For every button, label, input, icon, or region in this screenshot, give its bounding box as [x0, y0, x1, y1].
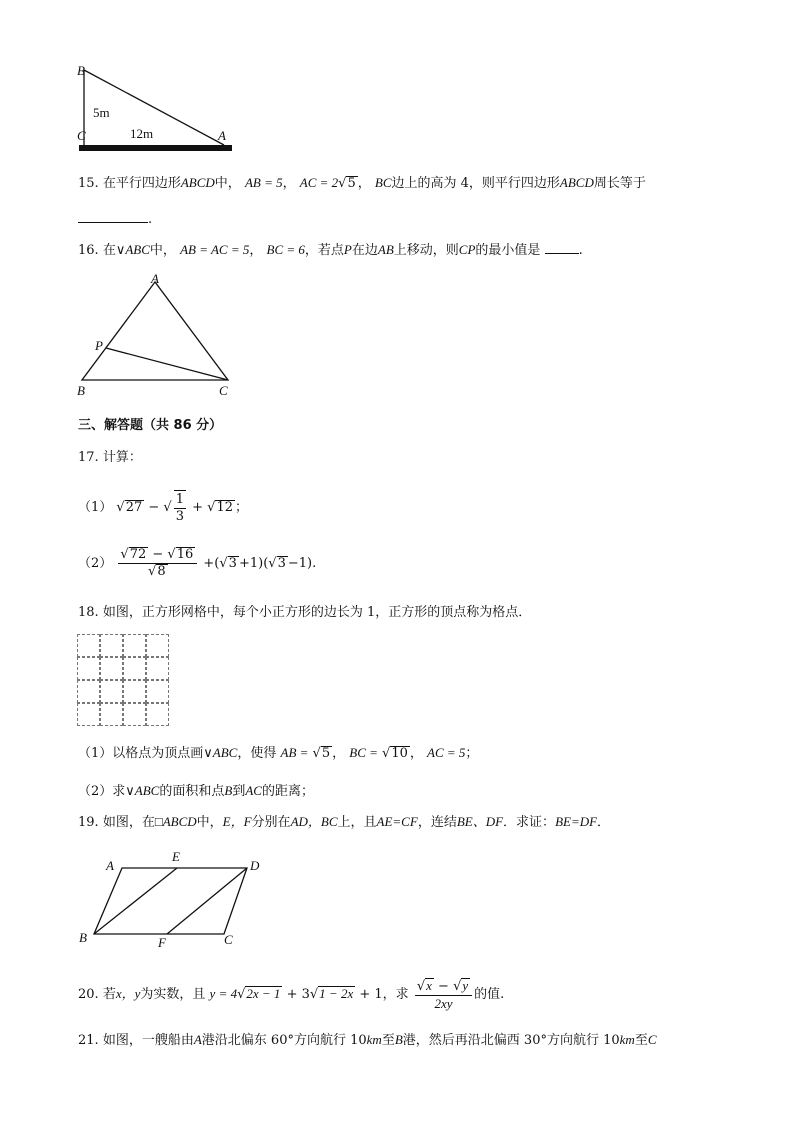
q19-end: ． [597, 815, 611, 830]
fig2-label-C: C [219, 383, 228, 398]
q19-parallelogram: □ABCD [154, 814, 197, 829]
q19-condition: AE=CF [376, 814, 418, 829]
q15-answer-line [78, 210, 152, 229]
q15-ab: AB = 5 [244, 175, 283, 190]
q17-p1-radicand-1: 27 [125, 500, 143, 515]
fig3-label-B: B [79, 930, 87, 945]
q21-text-4: 港，然后再沿北偏西 30°方向航行 10 [402, 1033, 620, 1048]
q15-ac: AC = 2 [299, 175, 339, 190]
q18-p2-ac: AC [245, 783, 262, 798]
q17-title: 计算： [102, 450, 142, 465]
q17-p1-end: ； [235, 500, 249, 515]
q18-p1-text-a: （1）以格点为顶点画∨ [78, 746, 213, 761]
q20-text-2: 为实数，且 [140, 987, 206, 1002]
q15-end: . [148, 212, 153, 227]
q20-radicand-2: 1 − 2x [319, 986, 354, 1001]
q21-text-1: 如图，一艘船由 [102, 1033, 194, 1048]
q18-p1-ac: AC = 5 [427, 745, 466, 760]
fig2-label-P: P [95, 338, 103, 353]
q20-xy: x，y [115, 986, 141, 1001]
q19-text-b: 中， [196, 815, 223, 830]
q20-num-radicand-1: x [426, 977, 432, 993]
fig3-label-E: E [172, 849, 180, 864]
q19-text-c: 分别在 [251, 815, 291, 830]
q21-port-a: A [193, 1032, 202, 1047]
q15-text-2: 中， [214, 176, 241, 191]
q17-part-1: （1） √27 − √ $\frac{1}{3}$ + √12 ； [78, 492, 249, 524]
fig3-label-A: A [106, 858, 114, 873]
q17-p2-radicand-den: 8 [157, 564, 166, 579]
q20-num-radicand-2: y [462, 977, 469, 993]
q16-answer-blank[interactable] [545, 241, 579, 254]
question-21 [78, 1031, 657, 1050]
q21-port-b: B [394, 1032, 403, 1047]
q18-text: 如图，正方形网格中，每个小正方形的边长为 1，正方形的顶点称为格点． [102, 605, 532, 620]
question-20: 20. 若x，y为实数，且 y = 4√2x − 1 + 3√1 − 2x + 1，求 $\frac{√x - √y}{2xy}$ 的值. [78, 977, 505, 1011]
q18-p1-ab: AB = [280, 745, 309, 760]
q17-p2-radicand-3: 3 [228, 556, 237, 571]
q17-p1-denominator: 3 [175, 509, 184, 524]
q21-text-2: 港沿北偏东 60°方向航行 10 [201, 1033, 367, 1048]
q16-text-6: 的最小值是 [475, 243, 541, 258]
section-3-title: 三、解答题（共 86 分） [78, 418, 223, 433]
q16-number: 16. [78, 243, 99, 258]
fig1-label-B: B [77, 63, 85, 78]
q15-number: 15. [78, 176, 99, 191]
q15-ac-radicand: 5 [347, 176, 356, 191]
q17-p2-label: （2） [78, 556, 113, 571]
q21-text-5: 至 [634, 1033, 648, 1048]
triangle-figure-2 [74, 272, 244, 392]
q17-p2-radicand-4: 3 [277, 556, 286, 571]
q18-p2-text-c: 到 [232, 784, 246, 799]
q15-text-3: ， [357, 176, 371, 191]
q17-p2-rest-1: +( [203, 556, 220, 571]
fig1-label-A: A [218, 128, 226, 143]
q16-eq-1: AB = AC = 5 [180, 242, 250, 257]
q16-triangle: ABC [125, 242, 150, 257]
fig1-label-C: C [77, 128, 86, 143]
q21-port-c: C [647, 1032, 657, 1047]
q19-text-e: ，连结 [417, 815, 457, 830]
q19-number: 19. [78, 815, 99, 830]
fig2-label-B: B [77, 383, 85, 398]
q20-radicand-1: 2x − 1 [246, 986, 281, 1001]
q21-unit-1: km [366, 1032, 382, 1047]
q19-segments: BE、DF [456, 814, 504, 829]
q17-p2-rest-3: −1) [287, 556, 313, 571]
q21-number: 21. [78, 1033, 99, 1048]
question-18 [78, 604, 531, 622]
q15-bc: BC [374, 175, 392, 190]
q18-p2-text-d: 的距离； [261, 784, 314, 799]
q15-text-1: 在平行四边形 [102, 176, 181, 191]
q16-point-p: P [343, 242, 352, 257]
fig1-horizontal-length: 12m [130, 126, 154, 141]
q20-num-minus: − [438, 978, 449, 994]
q18-p1-bc: BC = [349, 745, 378, 760]
q18-p1-bc-radicand: 10 [391, 746, 408, 761]
q17-p2-radicand-1: 72 [129, 547, 147, 562]
q16-text-3: ，若点 [304, 243, 344, 258]
fig3-label-D: D [250, 858, 260, 873]
q16-end: . [578, 243, 583, 258]
fig2-label-A: A [151, 271, 159, 286]
q17-p1-radicand-2: 12 [216, 500, 234, 515]
q17-p2-end: . [312, 556, 317, 571]
q17-part-2: （2） $\frac{√72 - √16}{√8}$ +(√3 +1)(√3 −1). [78, 547, 317, 579]
q18-part-2 [78, 782, 314, 801]
q18-part-1: （1）以格点为顶点画∨ABC，使得 AB = √5 ， BC = √10 ， AC = 5； [78, 745, 479, 761]
fig3-label-F: F [158, 935, 166, 950]
question-16: 16. 在∨ABC中， AB = AC = 5， BC = 6，若点P在边AB上移动，则CP的最小值是 . [78, 242, 583, 258]
q20-text-3: ，求 [382, 987, 409, 1002]
q16-text-5: 上移动，则 [393, 243, 459, 258]
q18-p2-text-a: （2）求∨ [78, 784, 135, 799]
q20-number: 20. [78, 987, 99, 1002]
q19-points-ef: E，F [222, 814, 252, 829]
q18-p2-point-b: B [224, 783, 233, 798]
q18-p1-text-b: ，使得 [237, 746, 277, 761]
q16-cp: CP [458, 242, 476, 257]
q19-text-a: 如图，在 [102, 815, 155, 830]
q21-text-3: 至 [381, 1033, 395, 1048]
square-grid [77, 634, 171, 728]
q19-text-f: ．求证： [503, 815, 556, 830]
q15-shape-2: ABCD [559, 175, 594, 190]
q16-text-1: 在∨ [102, 243, 126, 258]
q17-p2-rest-2: +1)( [238, 556, 269, 571]
q19-goal: BE=DF [555, 814, 598, 829]
q15-text-5: 周长等于 [593, 176, 646, 191]
q17-p1-plus: + [192, 500, 204, 515]
q18-number: 18. [78, 605, 99, 620]
q18-p1-triangle: ABC [212, 745, 238, 760]
question-17 [78, 449, 142, 467]
q20-text-1: 若 [102, 987, 116, 1002]
q16-text-4: 在边 [351, 243, 378, 258]
q18-p2-text-b: 的面积和点 [159, 784, 225, 799]
q17-p1-label: （1） [78, 500, 113, 515]
q18-p1-end: ； [465, 746, 479, 761]
question-15: 15. 在平行四边形ABCD中， AB = 5， AC = 2√5 ， BC边上的高为 4，则平行四边形ABCD周长等于 [78, 175, 646, 191]
q17-p2-radicand-2: 16 [176, 547, 194, 562]
q19-sides: AD，BC [290, 814, 338, 829]
q20-eq-c: + 1 [359, 987, 383, 1002]
q15-text-4: 边上的高为 4，则平行四边形 [391, 176, 560, 191]
q16-eq-2: BC = 6 [266, 242, 305, 257]
q16-ab: AB [377, 242, 394, 257]
q15-answer-blank[interactable] [78, 210, 148, 223]
q20-denominator: 2xy [434, 995, 453, 1011]
fig3-label-C: C [224, 932, 233, 947]
q21-unit-2: km [619, 1032, 635, 1047]
q18-p2-triangle: ABC [134, 783, 160, 798]
q19-text-d: 上，且 [337, 815, 377, 830]
q17-number: 17. [78, 450, 99, 465]
q18-p1-ab-radicand: 5 [321, 746, 331, 761]
fig1-vertical-length: 5m [93, 105, 110, 120]
question-19 [78, 813, 610, 832]
q16-text-2: 中， [149, 243, 176, 258]
q20-eq-a: y = 4 [209, 986, 238, 1001]
q15-shape: ABCD [180, 175, 215, 190]
q17-p1-numerator: 1 [175, 492, 184, 507]
q20-eq-b: + 3 [286, 987, 310, 1002]
q20-text-4: 的值. [474, 987, 505, 1002]
q17-p1-minus: − [148, 500, 160, 515]
